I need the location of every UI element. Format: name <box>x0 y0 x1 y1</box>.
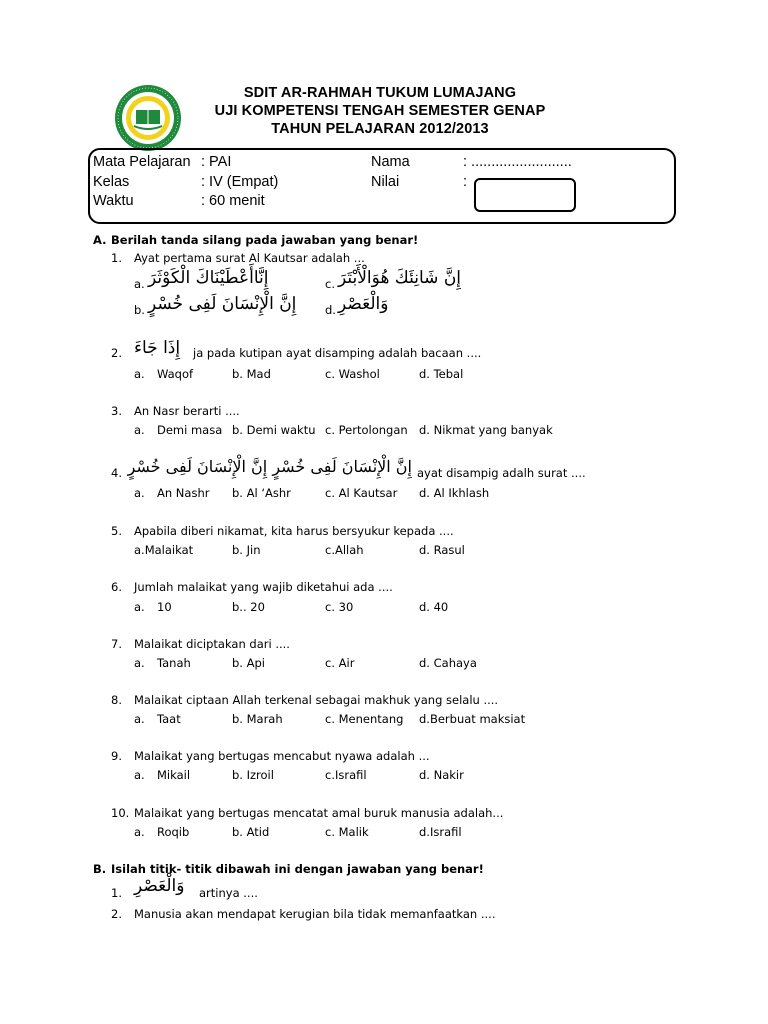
q4-option-a[interactable]: An Nashr <box>157 486 210 500</box>
q2-option-a[interactable]: Waqof <box>157 367 194 381</box>
q9-option-a[interactable]: Mikail <box>157 768 191 782</box>
q5-option-b[interactable]: b. Jin <box>232 543 261 557</box>
q2-option-d[interactable]: d. Tebal <box>419 367 464 381</box>
q1-option-d-arabic[interactable]: وَالْعَصْرِ <box>338 294 389 314</box>
q1-text: Ayat pertama surat Al Kautsar adalah ... <box>134 251 365 265</box>
q8-number: 8. <box>111 693 122 707</box>
subject-value: : PAI <box>201 154 232 170</box>
b2-number: 2. <box>111 907 122 921</box>
q6-option-a-label[interactable]: a. <box>134 600 145 614</box>
score-colon: : <box>463 174 468 190</box>
q8-option-a-label[interactable]: a. <box>134 712 145 726</box>
q8-option-a[interactable]: Taat <box>157 712 181 726</box>
section-a-instruction: Berilah tanda silang pada jawaban yang benar! <box>111 233 419 247</box>
q2-text: ja pada kutipan ayat disamping adalah bacaan .... <box>193 346 482 360</box>
q6-number: 6. <box>111 580 122 594</box>
q4-option-b[interactable]: b. Al ‘Ashr <box>232 486 291 500</box>
b1-text: artinya .... <box>199 886 258 900</box>
q7-option-b[interactable]: b. Api <box>232 656 265 670</box>
q4-option-d[interactable]: d. Al Ikhlash <box>419 486 490 500</box>
school-year: TAHUN PELAJARAN 2012/2013 <box>271 121 489 137</box>
q3-option-c[interactable]: c. Pertolongan <box>325 423 408 437</box>
q3-option-b[interactable]: b. Demi waktu <box>232 423 316 437</box>
school-logo <box>114 84 182 152</box>
class-value: : IV (Empat) <box>201 174 279 190</box>
q4-number: 4. <box>111 466 122 480</box>
q10-number: 10. <box>111 806 130 820</box>
q8-option-c[interactable]: c. Menentang <box>325 712 404 726</box>
q4-option-a-label[interactable]: a. <box>134 486 145 500</box>
score-box[interactable] <box>474 178 576 212</box>
q9-text: Malaikat yang bertugas mencabut nyawa adalah ... <box>134 749 430 763</box>
q6-text: Jumlah malaikat yang wajib diketahui ada .... <box>134 580 393 594</box>
section-b-label: B. <box>93 862 107 876</box>
time-value: : 60 menit <box>201 193 265 209</box>
q3-option-a-label[interactable]: a. <box>134 423 145 437</box>
q1-option-a-label[interactable]: a. <box>134 277 145 291</box>
q9-option-c[interactable]: c.Israfil <box>325 768 367 782</box>
q6-option-a[interactable]: 10 <box>157 600 172 614</box>
q7-text: Malaikat diciptakan dari .... <box>134 637 290 651</box>
exam-title: UJI KOMPETENSI TENGAH SEMESTER GENAP <box>214 103 546 119</box>
q2-number: 2. <box>111 346 122 360</box>
q10-option-c[interactable]: c. Malik <box>325 825 369 839</box>
class-label: Kelas <box>93 174 130 190</box>
q3-number: 3. <box>111 404 122 418</box>
q5-text: Apabila diberi nikamat, kita harus bersyukur kepada .... <box>134 524 454 538</box>
b2-text: Manusia akan mendapat kerugian bila tidak memanfaatkan .... <box>134 907 496 921</box>
q5-option-d[interactable]: d. Rasul <box>419 543 465 557</box>
q7-option-a-label[interactable]: a. <box>134 656 145 670</box>
q9-number: 9. <box>111 749 122 763</box>
q6-option-d[interactable]: d. 40 <box>419 600 449 614</box>
q1-option-c-arabic[interactable]: إِنَّ شَانِئَكَ هُوَالْأَبْتَرَ <box>338 268 462 288</box>
q7-option-c[interactable]: c. Air <box>325 656 355 670</box>
q1-option-c-label[interactable]: c. <box>325 277 335 291</box>
section-b-instruction: Isilah titik- titik dibawah ini dengan jawaban yang benar! <box>111 862 484 876</box>
q10-option-d[interactable]: d.Israfil <box>419 825 462 839</box>
q9-option-d[interactable]: d. Nakir <box>419 768 464 782</box>
q5-option-a[interactable]: a.Malaikat <box>134 543 194 557</box>
name-label: Nama <box>371 154 410 170</box>
q7-option-d[interactable]: d. Cahaya <box>419 656 477 670</box>
q1-option-a-arabic[interactable]: إِنَّاأَعْطَيْنَاكَ الْكَوْثَرَ <box>148 268 269 288</box>
name-field[interactable]: : ......................... <box>463 154 572 170</box>
q10-option-b[interactable]: b. Atid <box>232 825 270 839</box>
q4-text: ayat disampig adalh surat .... <box>417 466 586 480</box>
q2-option-b[interactable]: b. Mad <box>232 367 271 381</box>
q9-option-b[interactable]: b. Izroil <box>232 768 274 782</box>
q8-option-d[interactable]: d.Berbuat maksiat <box>419 712 526 726</box>
q10-text: Malaikat yang bertugas mencatat amal buruk manusia adalah... <box>134 806 504 820</box>
q3-text: An Nasr berarti .... <box>134 404 240 418</box>
q4-arabic: إِنَّ الْإِنْسَانَ لَفِى خُسْرٍ إِنَّ الْإِنْسَانَ لَفِى خُسْرٍ <box>127 457 412 476</box>
section-a-label: A. <box>93 233 107 247</box>
score-label: Nilai <box>371 174 400 190</box>
b1-arabic: وَالْعَصْرِ <box>134 876 185 896</box>
q3-option-d[interactable]: d. Nikmat yang banyak <box>419 423 553 437</box>
school-name: SDIT AR-RAHMAH TUKUM LUMAJANG <box>243 85 517 101</box>
q6-option-b[interactable]: b.. 20 <box>232 600 265 614</box>
q2-option-c[interactable]: c. Washol <box>325 367 380 381</box>
q1-number: 1. <box>111 251 122 265</box>
q3-option-a[interactable]: Demi masa <box>157 423 223 437</box>
q8-text: Malaikat ciptaan Allah terkenal sebagai makhuk yang selalu .... <box>134 693 499 707</box>
q8-option-b[interactable]: b. Marah <box>232 712 283 726</box>
q7-option-a[interactable]: Tanah <box>157 656 191 670</box>
q6-option-c[interactable]: c. 30 <box>325 600 354 614</box>
q1-option-d-label[interactable]: d. <box>325 303 336 317</box>
subject-label: Mata Pelajaran <box>93 154 191 170</box>
q9-option-a-label[interactable]: a. <box>134 768 145 782</box>
q2-option-a-label[interactable]: a. <box>134 367 145 381</box>
q7-number: 7. <box>111 637 122 651</box>
q1-option-b-label[interactable]: b. <box>134 303 145 317</box>
q1-option-b-arabic[interactable]: إِنَّ الْإِنْسَانَ لَفِى خُسْرٍ <box>148 294 297 314</box>
q10-option-a-label[interactable]: a. <box>134 825 145 839</box>
q4-option-c[interactable]: c. Al Kautsar <box>325 486 398 500</box>
q2-arabic: إِذَا جَاءَ <box>134 338 181 358</box>
time-label: Waktu <box>93 193 134 209</box>
q10-option-a[interactable]: Roqib <box>157 825 190 839</box>
q5-number: 5. <box>111 524 122 538</box>
b1-number: 1. <box>111 886 122 900</box>
q5-option-c[interactable]: c.Allah <box>325 543 364 557</box>
